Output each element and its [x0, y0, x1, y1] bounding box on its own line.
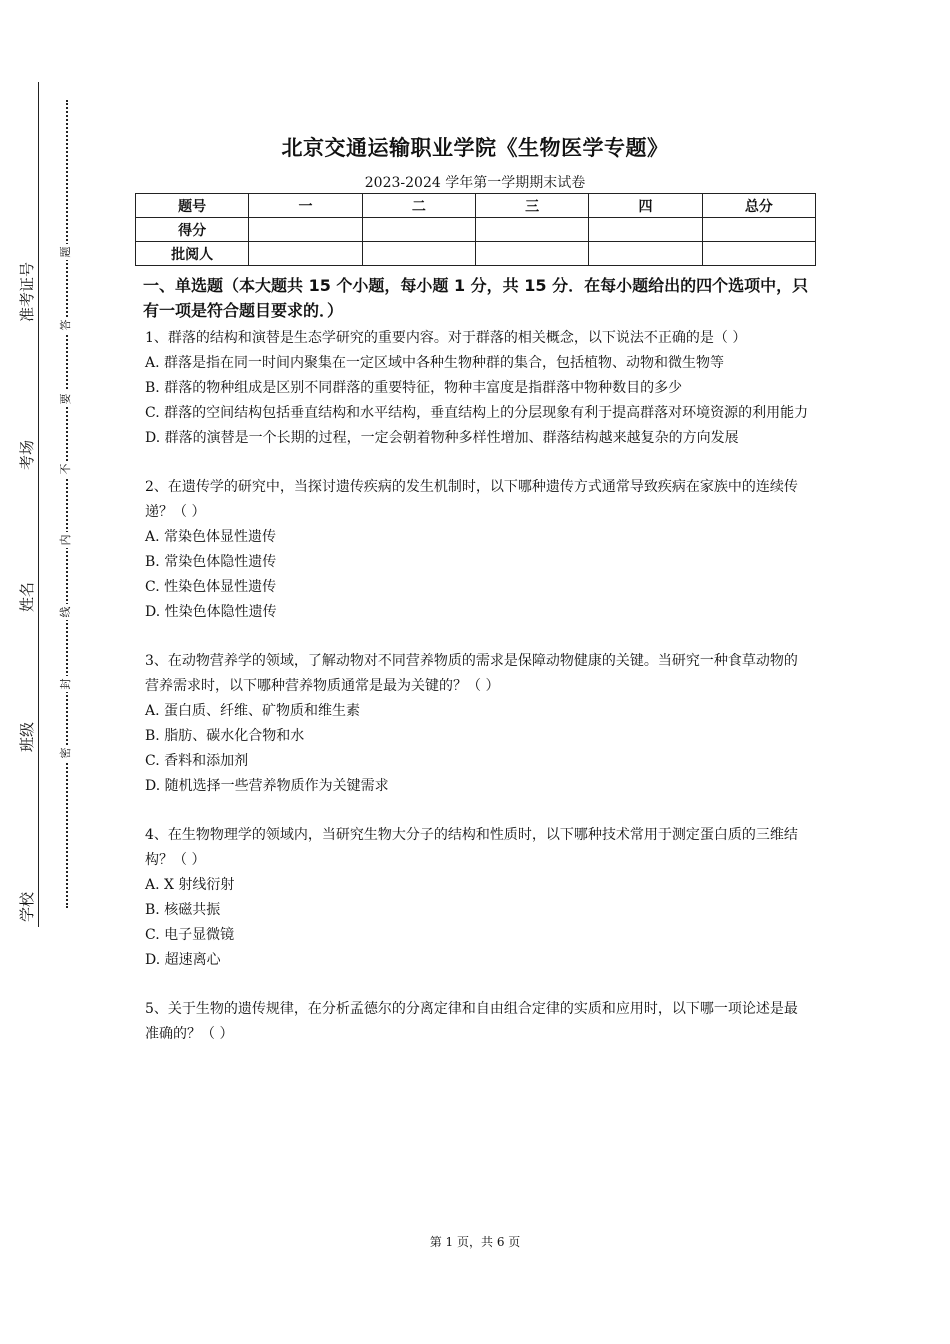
seal-char: 密: [59, 745, 73, 761]
binding-label-school: 学校: [18, 891, 36, 922]
score-table-header-cell: 题号: [136, 194, 249, 218]
exam-title: 北京交通运输职业学院《生物医学专题》: [281, 136, 669, 160]
score-table-header-cell: 一: [249, 194, 362, 218]
question-stem: 1、群落的结构和演替是生态学研究的重要内容。对于群落的相关概念，以下说法不正确的是（ ）: [145, 330, 747, 346]
option-d: D. 群落的演替是一个长期的过程，一定会朝着物种多样性增加、群落结构越来越复杂的方向发展: [145, 430, 739, 446]
option-b: B. 脂肪、碳水化合物和水: [145, 728, 305, 744]
score-table-header-cell: 四: [589, 194, 702, 218]
binding-label-name: 姓名: [18, 581, 36, 612]
question-stem: 2、在遗传学的研究中，当探讨遗传疾病的发生机制时，以下哪种遗传方式通常导致疾病在家族中的连续传递？（ ）: [145, 479, 798, 520]
option-c: C. 香料和添加剂: [145, 753, 249, 769]
option-c: C. 性染色体显性遗传: [145, 579, 277, 595]
question-2: [145, 475, 810, 625]
question-stem: 5、关于生物的遗传规律，在分析孟德尔的分离定律和自由组合定律的实质和应用时，以下哪一项论述是最准确的？（ ）: [145, 1001, 798, 1042]
score-table-header-row: [136, 194, 816, 218]
binding-label-exam-room: 考场: [18, 439, 36, 470]
seal-char: 内: [59, 532, 73, 548]
grader-cell: [475, 242, 588, 266]
score-cell: [702, 218, 815, 242]
option-a: A. X 射线衍射: [145, 877, 235, 893]
seal-char: 封: [59, 676, 73, 692]
question-stem: 3、在动物营养学的领域，了解动物对不同营养物质的需求是保障动物健康的关键。当研究一种食草动物的营养需求时，以下哪种营养物质通常是最为关键的？（ ）: [145, 653, 798, 694]
question-stem: 4、在生物物理学的领域内，当研究生物大分子的结构和性质时，以下哪种技术常用于测定蛋白质的三维结构？（ ）: [145, 827, 798, 868]
score-cell: [589, 218, 702, 242]
section-heading: 一、单选题（本大题共 15 个小题，每小题 1 分，共 15 分．在每小题给出的四个选项中，只有一项是符合题目要求的．）: [143, 276, 809, 320]
binding-dotted-line: [66, 100, 68, 908]
seal-char: 题: [59, 244, 73, 260]
option-b: B. 常染色体隐性遗传: [145, 554, 277, 570]
option-a: A. 蛋白质、纤维、矿物质和维生素: [145, 703, 361, 719]
seal-char: 答: [59, 317, 73, 333]
option-c: C. 群落的空间结构包括垂直结构和水平结构，垂直结构上的分层现象有利于提高群落对环境资源的利用能力: [145, 405, 809, 421]
seal-char: 要: [59, 391, 73, 407]
question-4: [145, 823, 810, 973]
score-table-header-cell: 总分: [702, 194, 815, 218]
grader-cell: [362, 242, 475, 266]
score-cell: [362, 218, 475, 242]
grader-cell: [702, 242, 815, 266]
question-1: [145, 326, 810, 451]
score-cell: [249, 218, 362, 242]
score-table-row-label: 批阅人: [136, 242, 249, 266]
seal-char: 不: [59, 461, 73, 477]
binding-label-exam-id: 准考证号: [18, 261, 36, 322]
binding-label-class: 班级: [18, 721, 36, 752]
option-b: B. 核磁共振: [145, 902, 221, 918]
question-3: [145, 649, 810, 799]
option-d: D. 随机选择一些营养物质作为关键需求: [145, 778, 389, 794]
option-a: A. 常染色体显性遗传: [145, 529, 277, 545]
score-table-row-label: 得分: [136, 218, 249, 242]
exam-subtitle: 2023-2024 学年第一学期期末试卷: [364, 175, 586, 191]
page-footer: 第 1 页，共 6 页: [429, 1235, 521, 1249]
exam-content: [145, 273, 810, 1047]
grader-cell: [589, 242, 702, 266]
question-5: [145, 997, 810, 1047]
seal-char: 线: [59, 604, 73, 620]
option-b: B. 群落的物种组成是区别不同群落的重要特征，物种丰富度是指群落中物种数目的多少: [145, 380, 683, 396]
score-table: [135, 193, 816, 266]
binding-solid-line: [38, 82, 39, 927]
score-table-row: [136, 218, 816, 242]
score-table-header-cell: 二: [362, 194, 475, 218]
grader-cell: [249, 242, 362, 266]
option-d: D. 性染色体隐性遗传: [145, 604, 277, 620]
score-table-header-cell: 三: [475, 194, 588, 218]
option-a: A. 群落是指在同一时间内聚集在一定区域中各种生物种群的集合，包括植物、动物和微生物等: [145, 355, 725, 371]
option-d: D. 超速离心: [145, 952, 221, 968]
score-table-row: [136, 242, 816, 266]
option-c: C. 电子显微镜: [145, 927, 235, 943]
score-cell: [475, 218, 588, 242]
